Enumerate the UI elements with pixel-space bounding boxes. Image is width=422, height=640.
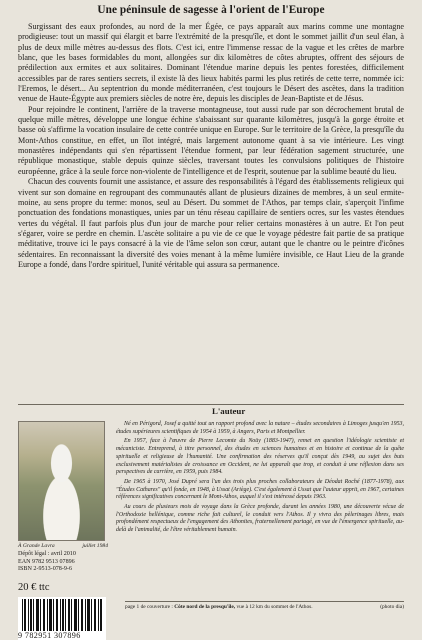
- photo-caption: [18, 543, 108, 549]
- page-title: Une péninsule de sagesse à l'orient de l'Europe: [97, 4, 325, 16]
- cover-photo-credit: [125, 601, 404, 610]
- main-text: [18, 22, 404, 270]
- publication-details: [18, 551, 108, 574]
- paragraph-3: Chacun des couvents fournit une assistance, et assure des responsabilités à l'égard des établissements religieux qui vivent sur son domaine en regroupant des communautés allant de plusieurs dizaines de membres, à un seul ermite-moine, au sens propre du terme: monos, seul au Désert. Du sommet de l'Athos, par temps clair, s'aperçoit l'infime ponctuation des fondations monastiques, unies par un ténu réseau capillaire de sentiers ocres, sur les vastes étendues vertes du végétal. Il faut parfois plus d'un jour de marche pour relier certains monastères à un autre. Et l'on peut s'égarer, voire se perdre en chemin. L'ascète solitaire a pu vie de ce que le voyage pédestre fait partie de sa pratique méditative, trouve ici le pays consacré à la vie de l'âme selon son cœur, autant que le chantre ou le peintre d'icônes sédentaires. En reconnaissant la diversité des voies menant à la même lumière invisible, ce Haut Lieu de la grande Europe a fondé, dans l'ordre spirituel, l'unité véritable qui assura sa permanence.: [18, 177, 404, 269]
- paragraph-2: Pour rejoindre le continent, l'arrière de la traverse montagneuse, tout aussi rude par son décrochement brutal de quelque mille mètres, développe une longue échine s'abaissant sur quarante kilomètres, jusqu'à la gorge étroite et basse où s'affirme la vocation insulaire de cette contrée unique en Europe. Sur le territoire de la Grèce, la presqu'île du Mont-Athos constitue, en effet, un îlot intégré, mais largement autonome quant à sa vie intérieure. Les vingt monastères indépendants qui s'en répartissent l'étendue forment, par leur fédération sagement structurée, une république monastique, stable depuis quinze siècles, traversant toutes les convulsions politiques de l'histoire européenne, grâce à la seule force non-violente de l'intelligence et de l'esprit, soutenue par la sublime beauté du lieu.: [18, 104, 404, 176]
- barcode-number: 9 782951 307896: [18, 630, 81, 640]
- bio-paragraph-2: En 1957, face à l'œuvre de Pierre Lecomte du Noüy (1883-1947), remet en question l'idéologie scientiste et mécaniciste. Entreprend, à titre personnel, des études en sciences humaines et en histoire et continue de la quête spirituelle et religieuse de l'humanité. Une confirmation des réserves qu'il conçut dès 1949, au sujet des buts exclusivement matérialistes de croissance en Occident, ne lui apparaît que trop, et conduit à une réflexion dans ses perspectives de carrière, en 1959, puis 1984.: [116, 438, 404, 476]
- caption-date: juillet 1984: [82, 543, 108, 549]
- isbn-code: ISBN 2-9513-078-9-6: [18, 566, 72, 572]
- price: 20 € ttc: [18, 581, 50, 593]
- author-photo: [18, 421, 105, 541]
- footer-middle: vue à 12 km du sommet de l'Athos.: [236, 604, 313, 610]
- author-section-title: L'auteur: [212, 406, 246, 416]
- author-biography: [116, 421, 404, 537]
- barcode-icon: [18, 597, 106, 633]
- ean-code: EAN 9782 9513 07896: [18, 558, 75, 565]
- footer-left: page 1 de couverture :: [125, 604, 173, 610]
- footer-right: (photo dia): [380, 604, 404, 610]
- bio-paragraph-1: Né en Périgord, Josef a quitté tout un rapport profond avec la nature – études secondaires à Limoges jusqu'en 1953, études supérieures scientifiques de 1954 à 1959, à Angers, Paris et Montpellier.: [116, 421, 404, 435]
- bio-paragraph-4: Au cours de plusieurs mois de voyage dans la Grèce profonde, durant les années 1980, une découverte vécue de l'Orthodoxie hellénique, comme riche fait culturel, le conduit vers l'Athos. Il y vivra des pèlerinages libres, mais profondément respectueux de l'engagement des Athonites, fraternellement partagé, en vue de l'émergence spirituelle, au-delà de l'animalité, de l'être véritablement humain.: [116, 504, 404, 534]
- legal-deposit: Dépôt légal : avril 2010: [18, 551, 76, 557]
- bio-paragraph-3: De 1965 à 1970, José Dupré sera l'un des trois plus proches collaborateurs de Déodat Roché (1877-1978), aux "Études Cathares" qu'il fonde, en 1948, à Ussat (Ariège). C'est également à Ussat que l'auteur apprit, en 1967, certaines références significatives concernant le Mont-Athos, auquel il s'est intéressé depuis 1963.: [116, 478, 404, 501]
- paragraph-1: Surgissant des eaux profondes, au nord de la mer Égée, ce pays apparaît aux marins comme une montagne prodigieuse: tout un massif qui élargit et barre l'extrémité de la presqu'île, et dont le sommet jaillit d'un seul élan, à plus de deux mille mètres au-dessus des flots. C'est ici, entre l'immense ressac de la vague et les crêtes de marbre blanc, que les bases formidables du mont, allongées sur dix kilomètres de côtes abruptes, offrent des séjours de prédilection aux ermites et aux solitaires. Dominant l'étendue marine depuis les pentes forestées, difficilement accessibles par de rares sentiers secrets, il existe là des lieux habités parmi les plus retirés de cette terre, nommée ici: l'Eremos, le désert... Au septentrion du monde méditerranéen, c'est toujours le Désert des ascètes, dans la tradition venue de Haute-Égypte aux premiers siècles de notre ère, depuis les disciples de Jean-Baptiste et de Jésus.: [18, 22, 404, 104]
- author-sidebar: [18, 421, 108, 640]
- caption-location: À Grande Lavra: [18, 543, 55, 549]
- footer-strong: Côte nord de la presqu'île,: [174, 604, 236, 610]
- barcode: [18, 597, 106, 640]
- author-divider: [18, 404, 404, 417]
